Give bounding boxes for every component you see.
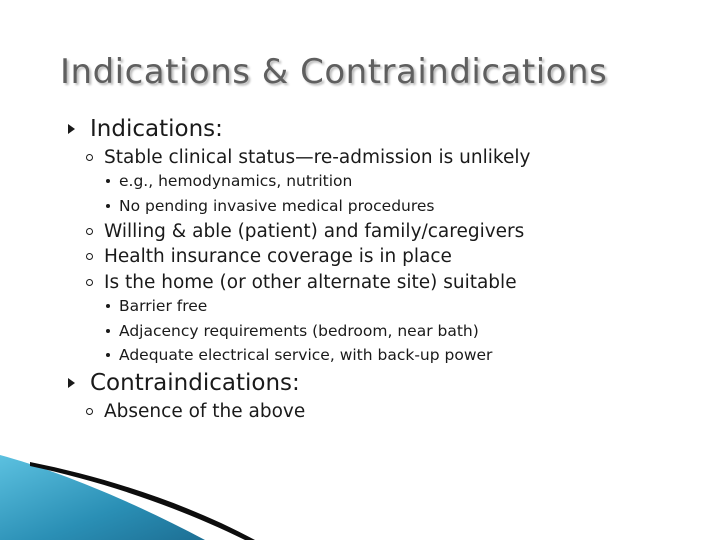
sub-list-item-label: Barrier free — [119, 297, 208, 315]
sub-list-item — [106, 297, 207, 315]
sub-list-item — [106, 197, 435, 215]
sub-list-item-label: e.g., hemodynamics, nutrition — [119, 172, 353, 190]
sub-list-item — [106, 172, 352, 190]
ring-bullet-icon — [86, 253, 93, 260]
section-heading-indications — [68, 116, 223, 142]
section-heading-label: Indications: — [90, 116, 223, 142]
list-item-label: Health insurance coverage is in place — [104, 246, 452, 267]
list-item-label: Is the home (or other alternate site) suitable — [104, 272, 517, 293]
list-item-label: Willing & able (patient) and family/caregivers — [104, 221, 525, 242]
list-item — [86, 246, 452, 267]
ring-bullet-icon — [86, 408, 93, 415]
ring-bullet-icon — [86, 228, 93, 235]
dot-bullet-icon — [106, 304, 110, 308]
dot-bullet-icon — [106, 329, 110, 333]
sub-list-item-label: No pending invasive medical procedures — [119, 197, 435, 215]
list-item-label: Absence of the above — [104, 401, 306, 422]
ring-bullet-icon — [86, 154, 93, 161]
section-heading-contraindications — [68, 370, 300, 396]
list-item — [86, 147, 530, 168]
list-item — [86, 221, 524, 242]
sub-list-item — [106, 322, 479, 340]
teal-swoosh — [0, 455, 205, 540]
slide-title: Indications & Contraindications — [60, 52, 608, 92]
sub-list-item-label: Adjacency requirements (bedroom, near bath) — [119, 322, 479, 340]
dot-bullet-icon — [106, 204, 110, 208]
ring-bullet-icon — [86, 279, 93, 286]
sub-list-item-label: Adequate electrical service, with back-up power — [119, 346, 493, 364]
triangle-bullet-icon — [68, 378, 75, 388]
list-item — [86, 272, 517, 293]
dot-bullet-icon — [106, 353, 110, 357]
triangle-bullet-icon — [68, 124, 75, 134]
section-heading-label: Contraindications: — [90, 370, 300, 396]
dot-bullet-icon — [106, 179, 110, 183]
list-item — [86, 401, 305, 422]
sub-list-item — [106, 346, 492, 364]
list-item-label: Stable clinical status—re-admission is unlikely — [104, 147, 531, 168]
